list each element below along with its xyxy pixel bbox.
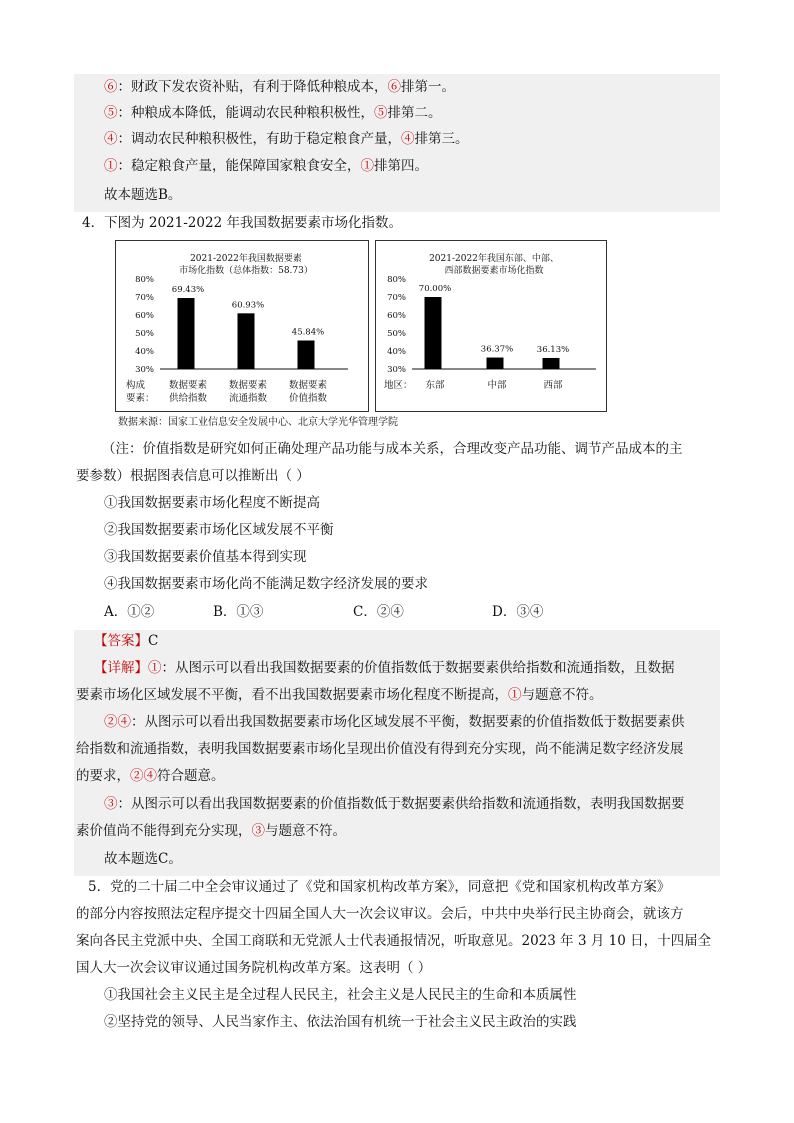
circled-number: ① (104, 158, 118, 174)
y-tick-label: 80% (387, 275, 406, 285)
bar (238, 313, 255, 369)
detail-line (76, 740, 684, 758)
detail-text: ：从图示可以看出我国数据要素的价值指数低于数据要素供给指数和流通指数，表明我国数据要 (117, 796, 685, 812)
q4-option-a[interactable]: A．①② (104, 604, 155, 620)
category-label: 数据要素 (288, 380, 328, 391)
answer-value: C (148, 633, 159, 649)
answer-label: 【答案】 (94, 633, 148, 649)
bar-value-label: 69.43% (171, 285, 205, 296)
detail-text: 素价值尚不能得到充分实现， (76, 823, 252, 839)
prev-answer-line (104, 104, 442, 122)
circled-number: ① (360, 158, 374, 174)
circled-number: ④ (104, 131, 118, 147)
y-tick-label: 40% (387, 347, 406, 357)
category-axis-label: 地区： (384, 380, 413, 391)
prev-conclusion: 故本题选B。 (104, 187, 182, 203)
circled-number: ⑥ (387, 79, 401, 95)
bar (178, 298, 195, 369)
detail-line (76, 686, 603, 704)
bar (543, 358, 560, 369)
y-tick-label: 60% (135, 311, 154, 321)
q4-answer (94, 632, 158, 650)
bar-value-label: 36.13% (536, 344, 570, 355)
bar-value-label: 60.93% (231, 300, 265, 311)
q4-option-b[interactable]: B．①③ (213, 604, 264, 620)
bar (298, 340, 315, 369)
detail-label: 【详解】 (94, 660, 148, 676)
detail-line (76, 822, 346, 840)
y-tick-label: 70% (387, 293, 406, 303)
bar-value-label: 36.37% (480, 344, 514, 355)
category-label: 东部 (425, 380, 445, 391)
bar (425, 297, 442, 369)
q4-stem: 4．下图为 2021-2022 年我国数据要素市场化指数。 (82, 215, 402, 231)
y-tick-label: 40% (135, 347, 154, 357)
q5-line-1: 5．党的二十届二中全会审议通过了《党和国家机构改革方案》，同意把《党和国家机构改革方案》 (88, 879, 671, 895)
prev-answer-line (104, 157, 428, 175)
y-tick-label: 30% (135, 365, 154, 375)
detail-line (94, 659, 675, 677)
circled-number: ②④ (104, 714, 131, 730)
detail-text: 符合题意。 (157, 768, 225, 784)
prev-answer-line (104, 130, 469, 148)
bar-value-label: 45.84% (291, 327, 325, 338)
detail-line (76, 767, 225, 785)
q5-statement-2: ②坚持党的领导、人民当家作主、依法治国有机统一于社会主义民主政治的实践 (104, 1014, 577, 1030)
category-label: 西部 (543, 380, 563, 391)
q4-note-line2: 要参数）根据图表信息可以推断出（ ） (76, 468, 310, 484)
detail-text: 要素市场化区域发展不平衡，看不出我国数据要素市场化程度不断提高， (76, 687, 508, 703)
category-axis-label: 要素： (126, 393, 155, 404)
category-label: 流通指数 (228, 393, 268, 404)
category-label: 数据要素 (168, 380, 208, 391)
q4-option-d[interactable]: D．③④ (492, 604, 544, 620)
circled-number: ① (148, 660, 162, 676)
circled-number: ⑤ (374, 105, 388, 121)
category-label: 数据要素 (228, 380, 268, 391)
chart-1-box (115, 240, 369, 412)
circled-number: ⑥ (104, 79, 118, 95)
y-tick-label: 30% (387, 365, 406, 375)
y-tick-label: 80% (135, 275, 154, 285)
chart-title: 2021-2022年我国数据要素 (190, 254, 302, 264)
q4-option-c[interactable]: C．②④ (353, 604, 404, 620)
detail-line (104, 795, 685, 813)
detail-text: 给指数和流通指数，表明我国数据要素市场化呈现出价值没有得到充分实现，尚不能满足数字经济发展 (76, 741, 684, 757)
y-tick-label: 50% (387, 329, 406, 339)
circled-number: ⑤ (104, 105, 118, 121)
circled-number: ③ (251, 823, 265, 839)
bar-value-label: 70.00% (418, 284, 452, 294)
q4-statement-1: ①我国数据要素市场化程度不断提高 (104, 495, 320, 511)
circled-number: ④ (401, 131, 415, 147)
q5-line-2: 的部分内容按照法定程序提交十四届全国人大一次会议审议。会后，中共中央举行民主协商会，就该方 (76, 906, 684, 922)
q4-statement-2: ②我国数据要素市场化区域发展不平衡 (104, 522, 334, 538)
q5-statement-1: ①我国社会主义民主是全过程人民民主，社会主义是人民民主的生命和本质属性 (104, 987, 577, 1003)
detail-text: ：从图示可以看出我国数据要素的价值指数低于数据要素供给指数和流通指数，且数据 (161, 660, 675, 676)
prev-answer-line (104, 78, 455, 96)
answer-text: 排第四。 (374, 158, 428, 174)
chart-title: 2021-2022年我国东部、中部、 (429, 254, 559, 264)
detail-text: 与题意不符。 (265, 823, 346, 839)
chart-subtitle: 市场化指数（总体指数：58.73） (179, 266, 313, 276)
bar (487, 358, 504, 369)
answer-text: ：财政下发农资补贴，有利于降低种粮成本， (117, 79, 388, 95)
chart-subtitle: 西部数据要素市场化指数 (444, 266, 544, 276)
y-tick-label: 50% (135, 329, 154, 339)
detail-text: ：从图示可以看出我国数据要素市场化区域发展不平衡，数据要素的价值指数低于数据要素供 (131, 714, 685, 730)
q5-line-3: 案向各民主党派中央、全国工商联和无党派人士代表通报情况，听取意见。2023 年 3 月 10 日，十四届全 (76, 933, 712, 949)
answer-text: 排第二。 (387, 105, 442, 121)
detail-text: 的要求， (76, 768, 130, 784)
q4-statement-3: ③我国数据要素价值基本得到实现 (104, 549, 307, 565)
category-label: 中部 (487, 380, 507, 391)
answer-text: ：调动农民种粮积极性，有助于稳定粮食产量， (117, 131, 401, 147)
y-tick-label: 70% (135, 293, 154, 303)
q4-statement-4: ④我国数据要素市场化尚不能满足数字经济发展的要求 (104, 576, 428, 592)
category-label: 价值指数 (288, 393, 328, 404)
answer-text: 排第三。 (414, 131, 469, 147)
q5-line-4: 国人大一次会议审议通过国务院机构改革方案。这表明（ ） (76, 960, 432, 976)
q4-conclusion: 故本题选C。 (104, 851, 182, 867)
q4-note-line1: （注：价值指数是研究如何正确处理产品功能与成本关系，合理改变产品功能、调节产品成本的主 (102, 441, 683, 457)
chart-2-box (375, 240, 607, 412)
answer-text: 排第一。 (401, 79, 455, 95)
circled-number: ②④ (130, 768, 157, 784)
detail-text: 与题意不符。 (521, 687, 603, 703)
circled-number: ③ (104, 796, 118, 812)
detail-line (104, 713, 685, 731)
answer-text: ：种粮成本降低，能调动农民种粮积极性， (117, 105, 374, 121)
category-axis-label: 构成 (126, 380, 146, 391)
chart-source: 数据来源：国家工业信息安全发展中心、北京大学光华管理学院 (118, 417, 398, 428)
y-tick-label: 60% (387, 311, 406, 321)
answer-text: ：稳定粮食产量，能保障国家粮食安全， (117, 158, 361, 174)
circled-number: ① (508, 687, 522, 703)
chart-1 (116, 241, 368, 411)
chart-2 (376, 241, 606, 411)
category-label: 供给指数 (168, 393, 208, 404)
